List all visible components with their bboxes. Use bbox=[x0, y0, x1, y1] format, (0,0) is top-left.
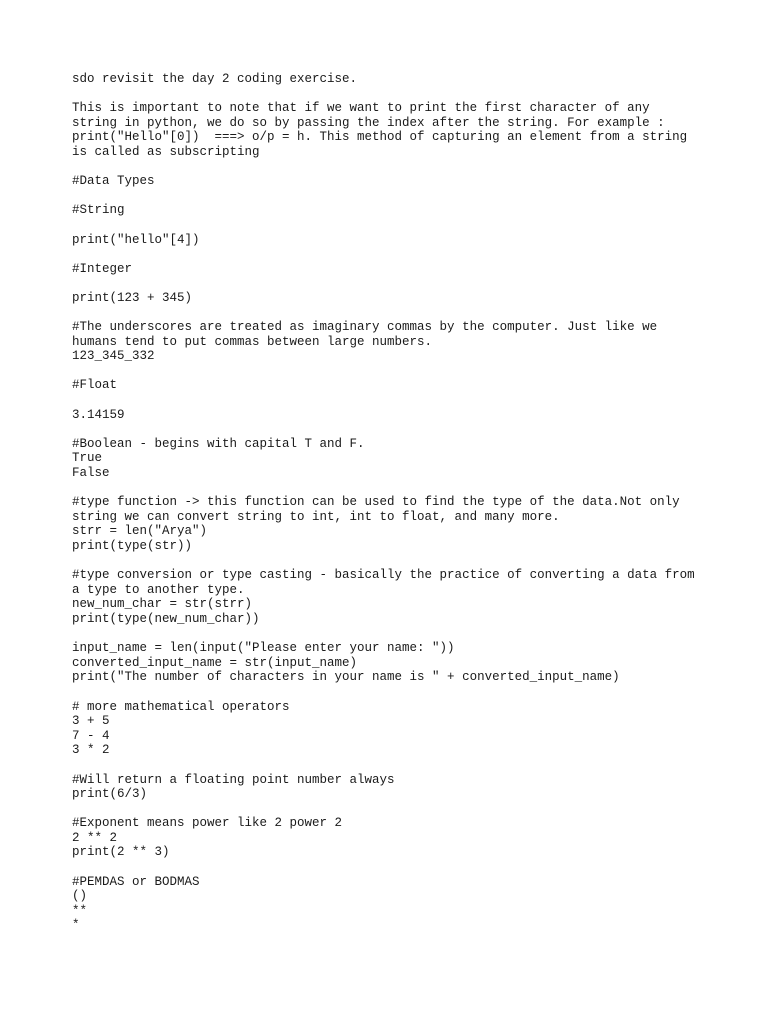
text-paragraph bbox=[72, 495, 712, 553]
text-paragraph bbox=[72, 320, 712, 364]
text-line: #Float bbox=[72, 378, 118, 393]
text-line: False bbox=[72, 466, 110, 481]
text-paragraph bbox=[72, 174, 712, 189]
text-line: print(6/3) bbox=[72, 787, 148, 802]
text-line: print(type(new_num_char)) bbox=[72, 611, 260, 626]
text-line: #Exponent means power like 2 power 2 bbox=[72, 816, 343, 831]
text-line: #Will return a floating point number always bbox=[72, 772, 395, 787]
text-line: # more mathematical operators bbox=[72, 699, 290, 714]
text-line: #The underscores are treated as imaginary commas by the computer. Just like we bbox=[72, 320, 658, 335]
text-line: new_num_char = str(strr) bbox=[72, 597, 253, 612]
text-line: 3.14159 bbox=[72, 407, 125, 422]
text-paragraph bbox=[72, 262, 712, 277]
text-line: string we can convert string to int, int to float, and many more. bbox=[72, 509, 560, 524]
text-paragraph bbox=[72, 233, 712, 248]
text-line: a type to another type. bbox=[72, 582, 245, 597]
text-line: strr = len("Arya") bbox=[72, 524, 208, 539]
text-line: sdo revisit the day 2 coding exercise. bbox=[72, 72, 358, 86]
text-line: humans tend to put commas between large numbers. bbox=[72, 334, 433, 349]
text-paragraph bbox=[72, 773, 712, 802]
text-line: print("The number of characters in your name is " + converted_input_name) bbox=[72, 670, 620, 685]
text-line: is called as subscripting bbox=[72, 144, 260, 159]
text-line: #String bbox=[72, 203, 125, 218]
text-line: This is important to note that if we want to print the first character of any bbox=[72, 101, 650, 116]
text-line: #type function -> this function can be used to find the type of the data.Not only bbox=[72, 495, 680, 510]
text-paragraph bbox=[72, 700, 712, 758]
text-line: () bbox=[72, 889, 88, 904]
text-line: print("hello"[4]) bbox=[72, 232, 200, 247]
text-paragraph bbox=[72, 816, 712, 860]
text-line: 3 + 5 bbox=[72, 714, 110, 729]
text-line: #Boolean - begins with capital T and F. bbox=[72, 436, 365, 451]
text-line: print("Hello"[0]) ===> o/p = h. This method of capturing an element from a string bbox=[72, 130, 688, 145]
text-line: print(type(str)) bbox=[72, 539, 193, 553]
text-paragraph bbox=[72, 203, 712, 218]
text-line: #PEMDAS or BODMAS bbox=[72, 874, 200, 889]
text-line: 2 ** 2 bbox=[72, 830, 118, 845]
text-line: converted_input_name = str(input_name) bbox=[72, 655, 358, 670]
text-paragraph bbox=[72, 875, 712, 933]
text-paragraph bbox=[72, 641, 712, 685]
text-line: 123_345_332 bbox=[72, 349, 155, 364]
text-line: ** bbox=[72, 903, 88, 918]
text-line: #Integer bbox=[72, 261, 133, 276]
text-line: print(2 ** 3) bbox=[72, 845, 170, 860]
text-line: string in python, we do so by passing the index after the string. For example : bbox=[72, 115, 665, 130]
text-line: #type conversion or type casting - basically the practice of converting a data from bbox=[72, 568, 695, 583]
text-line: #Data Types bbox=[72, 174, 155, 189]
text-line: 7 - 4 bbox=[72, 728, 110, 743]
text-line: input_name = len(input("Please enter your name: ")) bbox=[72, 641, 455, 656]
text-paragraph bbox=[72, 437, 712, 481]
text-paragraph bbox=[72, 291, 712, 306]
text-paragraph bbox=[72, 568, 712, 626]
text-line: 3 * 2 bbox=[72, 743, 110, 758]
document-page bbox=[72, 72, 712, 948]
text-paragraph bbox=[72, 378, 712, 393]
text-line: True bbox=[72, 451, 103, 466]
text-paragraph bbox=[72, 101, 712, 159]
text-line: print(123 + 345) bbox=[72, 290, 193, 305]
text-line: * bbox=[72, 918, 80, 933]
text-paragraph bbox=[72, 72, 712, 87]
text-paragraph bbox=[72, 408, 712, 423]
